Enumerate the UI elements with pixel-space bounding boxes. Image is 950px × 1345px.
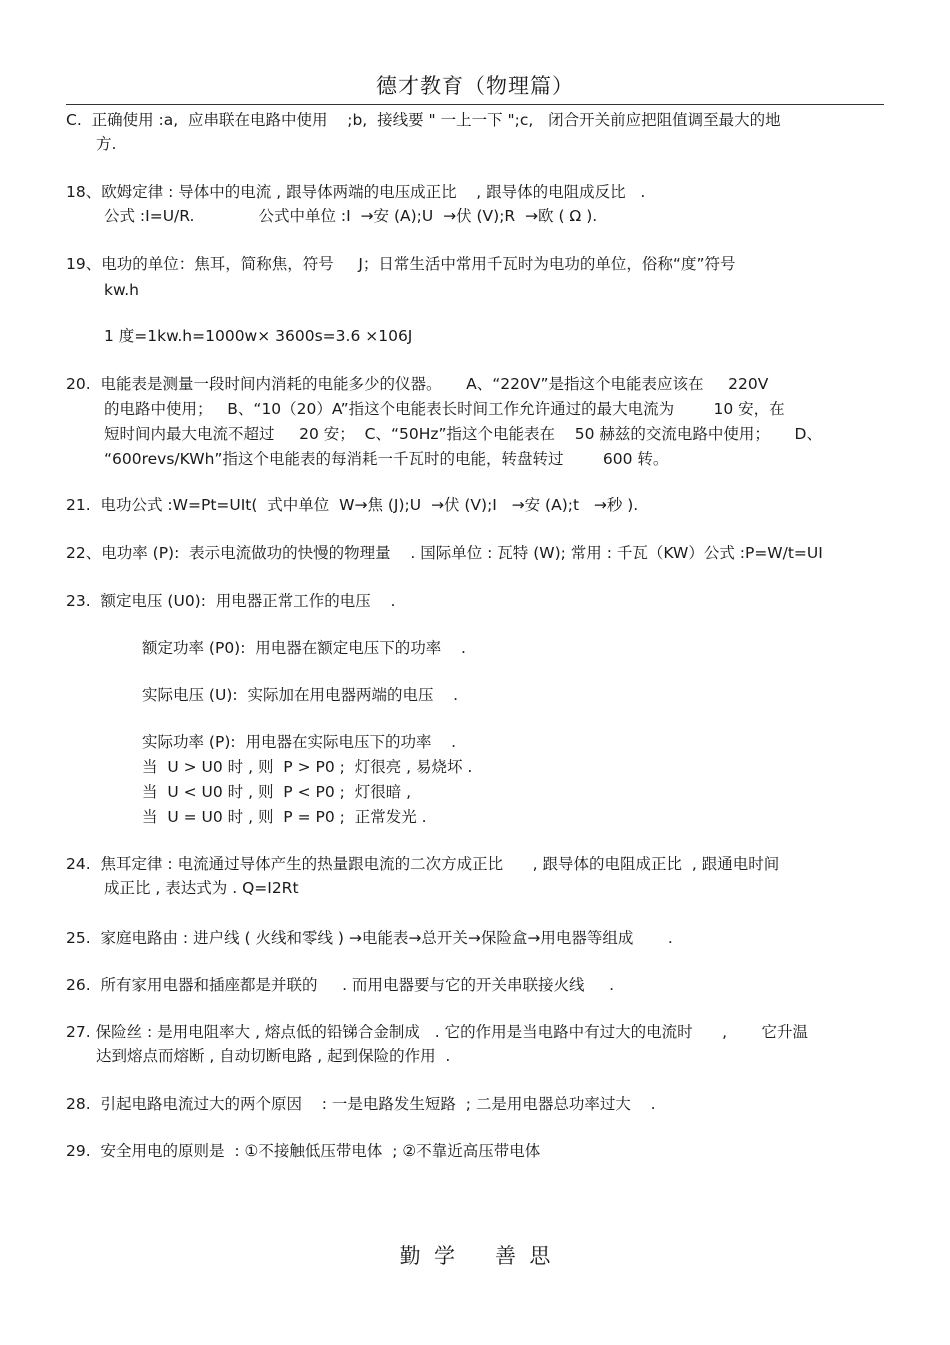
- header-divider: [66, 104, 884, 105]
- text-line-22: 22、电功率 (P): 表示电流做功的快慢的物理量 . 国际单位 : 瓦特 (W); 常用 : 千瓦（KW）公式 :P=W/t=UI: [66, 544, 823, 562]
- text-line-23-case-equal: 当 U = U0 时 , 则 P = P0 ; 正常发光 .: [142, 808, 427, 826]
- text-line-19-cont: kw.h: [104, 281, 139, 299]
- page-header-title: 德才教育（物理篇）: [376, 74, 574, 98]
- text-line-23: 23. 额定电压 (U0): 用电器正常工作的电压 .: [66, 592, 396, 610]
- text-line-c: C. 正确使用 :a, 应串联在电路中使用 ;b, 接线要 " 一上一下 ";c, 闭合开关前应把阻值调至最大的地: [66, 111, 781, 129]
- text-line-26: 26. 所有家用电器和插座都是并联的 . 而用电器要与它的开关串联接火线 .: [66, 976, 615, 994]
- text-line-27: 27. 保险丝 : 是用电阻率大 , 熔点低的铅锑合金制成 . 它的作用是当电路中有过大的电流时 , 它升温: [66, 1023, 809, 1041]
- text-line-18: 18、欧姆定律 : 导体中的电流 , 跟导体两端的电压成正比 , 跟导体的电阻成反比 .: [66, 183, 646, 201]
- text-line-23-case-greater: 当 U > U0 时 , 则 P > P0 ; 灯很亮 , 易烧坏 .: [142, 758, 473, 776]
- page-footer-motto: 勤 学 善 思: [399, 1244, 551, 1268]
- text-line-c-cont: 方.: [96, 135, 117, 153]
- text-line-24-cont: 成正比 , 表达式为 . Q=I2Rt: [104, 879, 299, 897]
- text-line-20-b: 的电路中使用； B、“10（20）A”指这个电能表长时间工作允许通过的最大电流为 10 安，在: [104, 400, 785, 418]
- text-line-23-actual-power: 实际功率 (P): 用电器在实际电压下的功率 .: [142, 733, 457, 751]
- text-line-20-d: “600revs/KWh”指这个电能表的每消耗一千瓦时的电能，转盘转过 600 转。: [104, 450, 669, 468]
- text-line-24: 24. 焦耳定律 : 电流通过导体产生的热量跟电流的二次方成正比 , 跟导体的电阻成正比 , 跟通电时间: [66, 855, 780, 873]
- text-line-20-c: 短时间内最大电流不超过 20 安； C、“50Hz”指这个电能表在 50 赫兹的交流电路中使用； D、: [104, 425, 822, 443]
- text-line-23-actual-voltage: 实际电压 (U): 实际加在用电器两端的电压 .: [142, 686, 459, 704]
- text-line-23-rated-power: 额定功率 (P0): 用电器在额定电压下的功率 .: [142, 639, 466, 657]
- text-line-27-cont: 达到熔点而熔断 , 自动切断电路 , 起到保险的作用 .: [96, 1047, 451, 1065]
- text-line-18-formula: 公式 :I=U/R. 公式中单位 :I →安 (A);U →伏 (V);R →欧 ( Ω ).: [104, 207, 598, 225]
- text-line-23-case-less: 当 U < U0 时 , 则 P < P0 ; 灯很暗 ,: [142, 783, 412, 801]
- text-line-25: 25. 家庭电路由 : 进户线 ( 火线和零线 ) →电能表→总开关→保险盒→用电器等组成 .: [66, 929, 673, 947]
- text-line-28: 28. 引起电路电流过大的两个原因 : 一是电路发生短路 ; 二是用电器总功率过大 .: [66, 1095, 656, 1113]
- text-line-20: 20. 电能表是测量一段时间内消耗的电能多少的仪器。 A、“220V”是指这个电能表应该在 220V: [66, 375, 769, 393]
- text-line-19-degree: 1 度=1kw.h=1000w× 3600s=3.6 ×106J: [104, 327, 413, 345]
- text-line-29: 29. 安全用电的原则是 : ①不接触低压带电体 ; ②不靠近高压带电体: [66, 1142, 541, 1160]
- text-line-19: 19、电功的单位：焦耳，简称焦，符号 J；日常生活中常用千瓦时为电功的单位，俗称“度”符号: [66, 255, 736, 273]
- text-line-21: 21. 电功公式 :W=Pt=UIt( 式中单位 W→焦 (J);U →伏 (V);I →安 (A);t →秒 ).: [66, 496, 639, 514]
